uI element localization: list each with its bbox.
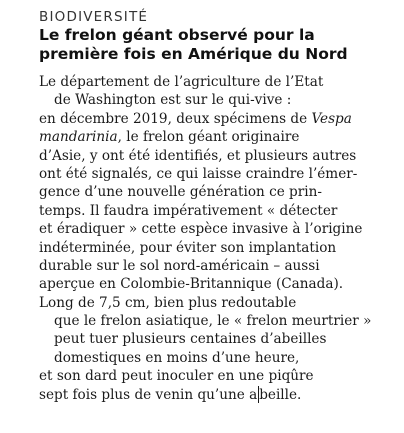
species-name: mandarinia	[39, 129, 118, 146]
article-body[interactable]	[39, 73, 371, 404]
body-text: en décembre 2019, deux spécimens de	[39, 110, 312, 127]
body-line: et éradiquer » cette espèce invasive à l’origine	[39, 221, 363, 238]
body-line: d’Asie, y ont été identifiés, et plusieurs autres	[39, 147, 357, 164]
body-line: temps. Il faudra impérativement « détecter	[39, 202, 338, 219]
headline-line: Le frelon géant observé pour la	[39, 26, 315, 44]
body-line: de Washington est sur le qui-vive :	[54, 92, 292, 109]
body-line: et son dard peut inoculer en une piqûre	[39, 368, 314, 385]
article-headline	[39, 26, 348, 64]
body-line	[39, 110, 371, 128]
body-line	[39, 128, 371, 146]
body-line: ont été signalés, ce qui laisse craindre l’émer-	[39, 165, 358, 182]
body-text: , le frelon géant originaire	[117, 129, 300, 146]
body-line: aperçue en Colombie-Britannique (Canada).	[39, 276, 344, 293]
body-line: que le frelon asiatique, le « frelon meurtrier »	[54, 313, 372, 330]
body-line: gence d’une nouvelle génération ce prin-	[39, 184, 322, 201]
body-line: peut tuer plusieurs centaines d’abeilles	[54, 331, 327, 348]
body-text: beille.	[259, 386, 302, 403]
body-line: domestiques en moins d’une heure,	[54, 349, 300, 366]
body-line	[39, 386, 371, 404]
body-text: sept fois plus de venin qu’une a	[39, 386, 258, 403]
headline-line: première fois en Amérique du Nord	[39, 45, 348, 63]
body-line: durable sur le sol nord-américain – aussi	[39, 257, 320, 274]
body-line: Le département de l’agriculture de l’Etat	[39, 74, 324, 90]
body-line: indéterminée, pour éviter son implantation	[39, 239, 337, 256]
body-line: Long de 7,5 cm, bien plus redoutable	[39, 294, 297, 311]
species-name: Vespa	[311, 110, 352, 127]
section-kicker: BIODIVERSITÉ	[39, 9, 149, 25]
